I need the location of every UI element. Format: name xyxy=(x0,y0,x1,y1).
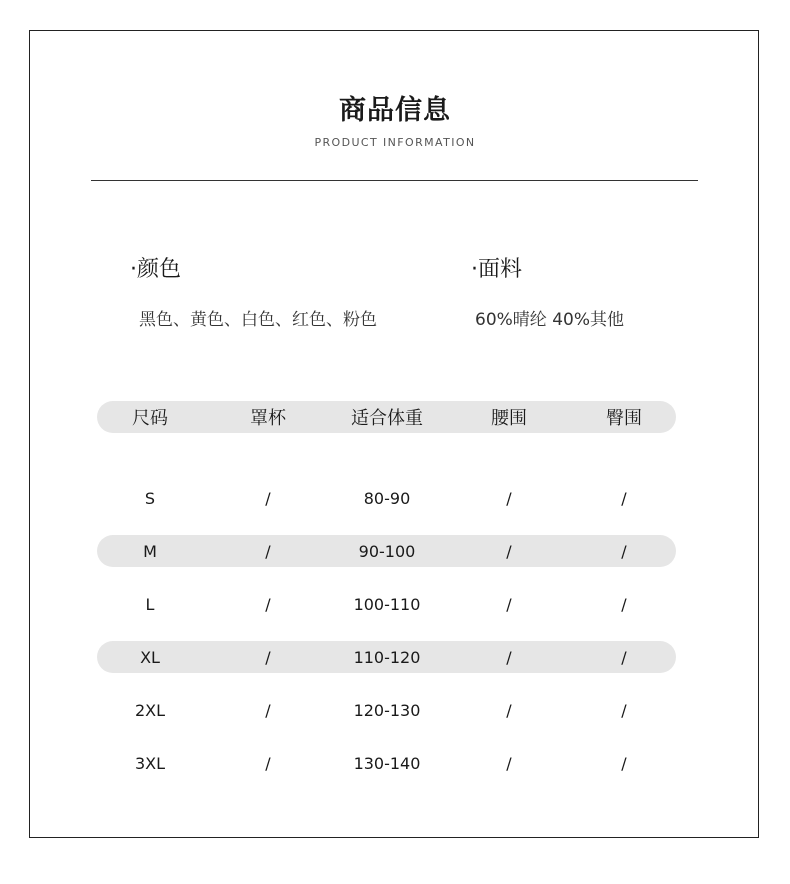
table-cell: / xyxy=(265,488,271,508)
table-cell: S xyxy=(144,488,156,508)
table-cell: / xyxy=(621,541,627,561)
header-cell-cup: 罩杯 xyxy=(250,408,286,429)
table-cell: / xyxy=(506,647,512,667)
table-cell: / xyxy=(265,753,271,773)
size-table-header xyxy=(97,401,676,433)
page-title: 商品信息 xyxy=(339,95,451,126)
header-cell-waist: 腰围 xyxy=(491,408,527,429)
table-cell: / xyxy=(265,700,271,720)
page-subtitle: PRODUCT INFORMATION xyxy=(314,136,476,149)
table-row xyxy=(97,535,676,567)
table-cell: / xyxy=(621,700,627,720)
table-cell: / xyxy=(621,647,627,667)
table-cell: XL xyxy=(140,647,160,667)
table-cell: / xyxy=(506,541,512,561)
table-cell: L xyxy=(145,594,155,614)
table-cell: M xyxy=(143,541,157,561)
table-cell: / xyxy=(265,541,271,561)
color-heading: ·颜色 xyxy=(130,257,181,282)
color-value: 黑色、黄色、白色、红色、粉色 xyxy=(139,310,377,330)
header-cell-size: 尺码 xyxy=(132,408,168,429)
table-cell: / xyxy=(506,488,512,508)
table-cell: 3XL xyxy=(134,753,166,773)
fabric-heading: ·面料 xyxy=(471,257,522,282)
table-cell: / xyxy=(506,594,512,614)
table-cell: 90-100 xyxy=(358,541,416,561)
table-cell: 2XL xyxy=(134,700,166,720)
fabric-value: 60%晴纶 40%其他 xyxy=(475,310,624,330)
table-cell: / xyxy=(265,647,271,667)
size-table xyxy=(97,401,676,779)
table-cell: / xyxy=(621,594,627,614)
table-row xyxy=(97,694,676,726)
divider xyxy=(91,180,698,181)
table-cell: 110-120 xyxy=(353,647,421,667)
table-cell: / xyxy=(621,488,627,508)
table-row xyxy=(97,482,676,514)
table-row xyxy=(97,641,676,673)
table-row xyxy=(97,747,676,779)
header-cell-hip: 臀围 xyxy=(606,408,642,429)
table-row xyxy=(97,588,676,620)
table-cell: 120-130 xyxy=(353,700,421,720)
table-cell: / xyxy=(621,753,627,773)
table-cell: 130-140 xyxy=(353,753,421,773)
header-cell-weight: 适合体重 xyxy=(351,408,423,429)
table-cell: 80-90 xyxy=(363,488,411,508)
table-cell: 100-110 xyxy=(353,594,421,614)
table-cell: / xyxy=(265,594,271,614)
table-cell: / xyxy=(506,753,512,773)
table-cell: / xyxy=(506,700,512,720)
